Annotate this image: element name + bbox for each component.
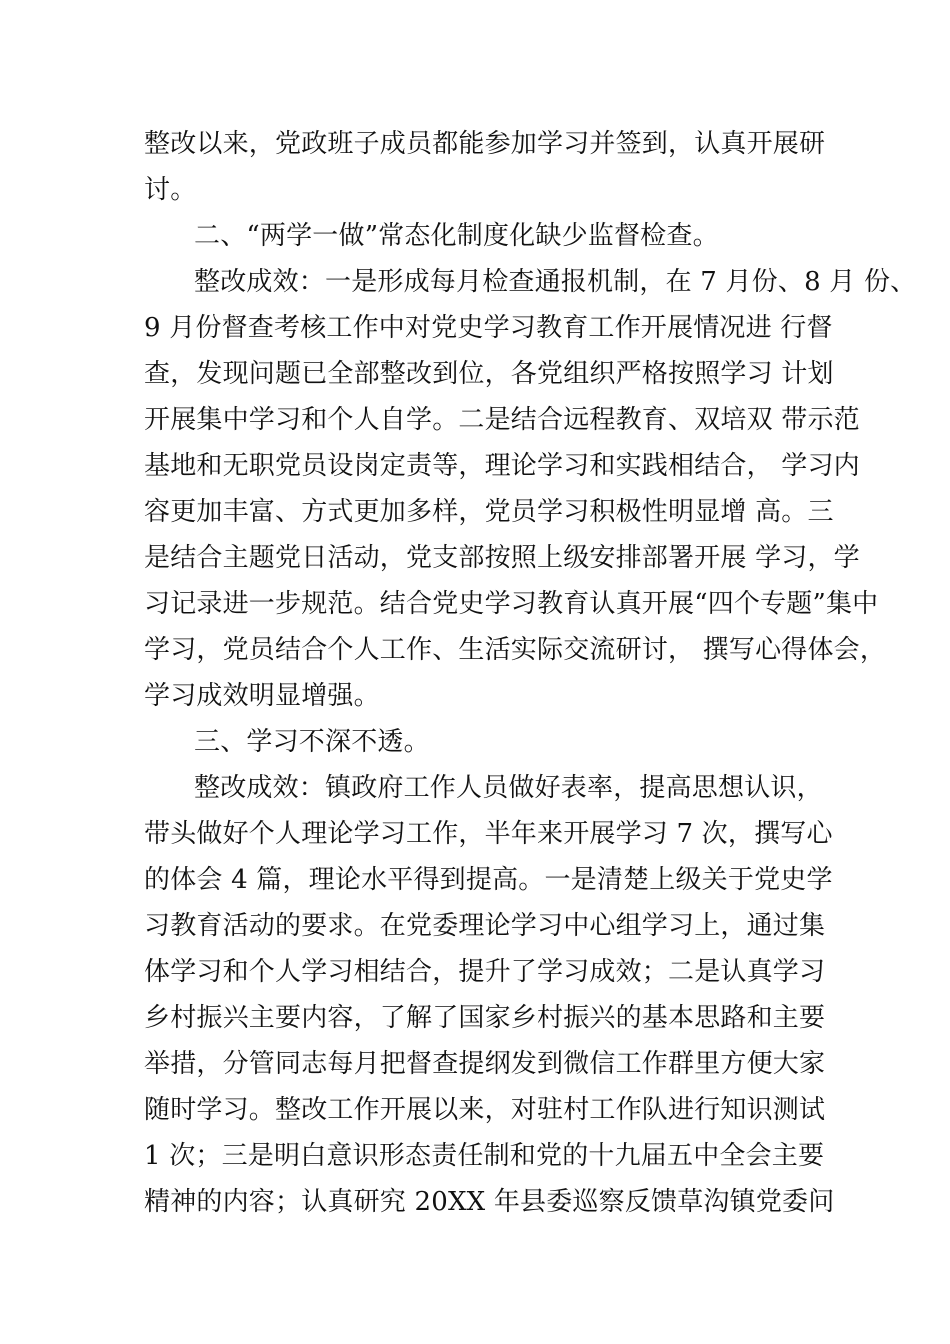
text-line: 随时学习。整改工作开展以来，对驻村工作队进行知识测试 <box>144 1095 826 1125</box>
text-line: 讨。 <box>144 175 197 205</box>
text-line: 9 月份督查考核工作中对党史学习教育工作开展情况进 行督 <box>144 313 833 343</box>
text-line: 举措，分管同志每月把督查提纲发到微信工作群里方便大家 <box>144 1049 826 1079</box>
text-line: 容更加丰富、方式更加多样，党员学习积极性明显增 高。三 <box>144 497 834 527</box>
text-line: 乡村振兴主要内容，了解了国家乡村振兴的基本思路和主要 <box>144 1003 826 1033</box>
text-line: 基地和无职党员设岗定责等，理论学习和实践相结合， 学习内 <box>144 451 860 481</box>
section-heading: 二、“两学一做”常态化制度化缺少监督检查。 <box>194 221 719 251</box>
text-line: 的体会 4 篇，理论水平得到提高。一是清楚上级关于党史学 <box>144 865 833 895</box>
text-line: 习教育活动的要求。在党委理论学习中心组学习上，通过集 <box>144 911 826 941</box>
text-line: 是结合主题党日活动，党支部按照上级安排部署开展 学习，学 <box>144 543 860 573</box>
text-line: 体学习和个人学习相结合，提升了学习成效；二是认真学习 <box>144 957 826 987</box>
text-line: 1 次；三是明白意识形态责任制和党的十九届五中全会主要 <box>144 1141 825 1171</box>
text-line: 整改成效：镇政府工作人员做好表率，提高思想认识， <box>194 773 823 803</box>
text-line: 整改成效：一是形成每月检查通报机制，在 7 月份、8 月 份、 <box>194 267 917 297</box>
text-line: 查，发现问题已全部整改到位，各党组织严格按照学习 计划 <box>144 359 834 389</box>
text-line: 带头做好个人理论学习工作，半年来开展学习 7 次，撰写心 <box>144 819 833 849</box>
text-line: 学习成效明显增强。 <box>144 681 380 711</box>
text-line: 开展集中学习和个人自学。二是结合远程教育、双培双 带示范 <box>144 405 860 435</box>
text-line: 整改以来，党政班子成员都能参加学习并签到，认真开展研 <box>144 129 826 159</box>
text-line: 精神的内容；认真研究 20XX 年县委巡察反馈草沟镇党委问 <box>144 1187 835 1217</box>
text-line: 学习，党员结合个人工作、生活实际交流研讨， 撰写心得体会， <box>144 635 887 665</box>
section-heading: 三、学习不深不透。 <box>194 727 430 757</box>
text-line: 习记录进一步规范。结合党史学习教育认真开展“四个专题”集中 <box>144 589 879 619</box>
